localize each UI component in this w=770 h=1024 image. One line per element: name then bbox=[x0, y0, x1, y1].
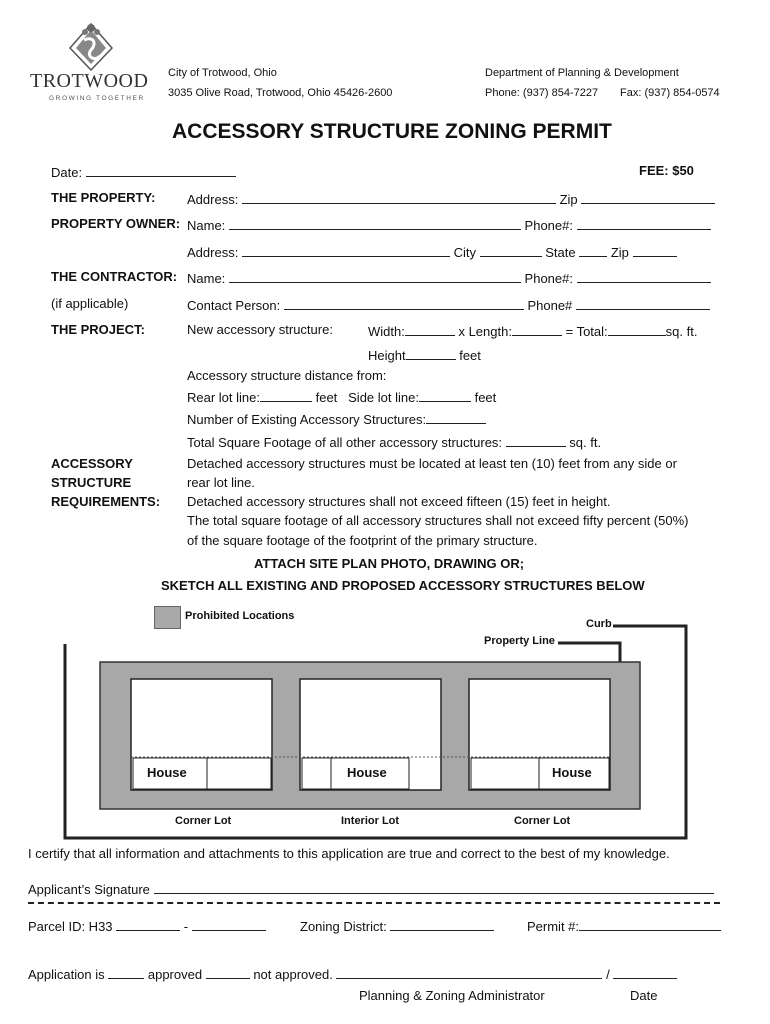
requirements-heading-2: STRUCTURE bbox=[51, 475, 132, 490]
page-title: ACCESSORY STRUCTURE ZONING PERMIT bbox=[172, 120, 612, 143]
total-label: = Total: bbox=[565, 324, 608, 339]
requirement-line-4: The total square footage of all accessory structures shall not exceed fifty percent (50%) bbox=[187, 513, 689, 528]
parcel-dash: - bbox=[183, 919, 189, 934]
signature-field[interactable] bbox=[154, 880, 714, 894]
house-label-2: House bbox=[347, 765, 387, 780]
house-label-3: House bbox=[552, 765, 592, 780]
owner-heading: PROPERTY OWNER: bbox=[51, 216, 181, 231]
administrator-label: Planning & Zoning Administrator bbox=[359, 988, 545, 1003]
contractor-phone-label: Phone#: bbox=[524, 271, 573, 286]
contractor-heading: THE CONTRACTOR: bbox=[51, 269, 178, 284]
side-label: Side lot line: bbox=[348, 390, 419, 405]
zoning-row bbox=[300, 917, 494, 934]
fee-label: FEE: $50 bbox=[639, 163, 694, 178]
requirement-line-5: of the square footage of the footprint of the primary structure. bbox=[187, 533, 538, 548]
attach-instruction-2: SKETCH ALL EXISTING AND PROPOSED ACCESSORY STRUCTURES BELOW bbox=[161, 578, 645, 593]
contractor-phone2-label: Phone# bbox=[527, 298, 573, 313]
requirement-line-2: rear lot line. bbox=[187, 475, 255, 490]
property-line-leader bbox=[558, 643, 620, 662]
requirements-heading-1: ACCESSORY bbox=[51, 456, 133, 471]
parcel-label: Parcel ID: H33 bbox=[28, 919, 113, 934]
parcel-field-2[interactable] bbox=[192, 917, 266, 931]
requirement-line-3: Detached accessory structures shall not exceed fifteen (15) feet in height. bbox=[187, 494, 611, 509]
new-structure-label: New accessory structure: bbox=[187, 322, 333, 337]
logo-tagline: GROWING TOGETHER bbox=[49, 95, 145, 102]
application-label: Application is bbox=[28, 967, 105, 982]
requirements-heading-3: REQUIREMENTS: bbox=[51, 494, 161, 509]
total-sqft-unit: sq. ft. bbox=[569, 435, 602, 450]
prohibited-legend-label: Prohibited Locations bbox=[185, 610, 295, 622]
total-sqft-label: Total Square Footage of all other accessory structures: bbox=[187, 435, 503, 450]
existing-label: Number of Existing Accessory Structures: bbox=[187, 412, 427, 427]
department-fax: Fax: (937) 854-0574 bbox=[620, 87, 720, 99]
corner-lot-label-left: Corner Lot bbox=[175, 815, 232, 827]
signature-row bbox=[28, 880, 714, 897]
approved-label: approved bbox=[147, 967, 203, 982]
house-label-1: House bbox=[147, 765, 187, 780]
owner-name-label: Name: bbox=[187, 218, 226, 233]
date-label: Date: bbox=[51, 165, 83, 180]
requirement-line-1: Detached accessory structures must be located at least ten (10) feet from any side or bbox=[187, 456, 677, 471]
approval-row bbox=[28, 965, 677, 982]
project-heading: THE PROJECT: bbox=[51, 322, 145, 337]
approval-date-field[interactable] bbox=[613, 965, 677, 979]
department-name: Department of Planning & Development bbox=[485, 67, 679, 79]
interior-lot-label: Interior Lot bbox=[341, 815, 400, 827]
attach-instruction-1: ATTACH SITE PLAN PHOTO, DRAWING OR; bbox=[254, 556, 525, 571]
property-line-label: Property Line bbox=[484, 635, 555, 647]
house-garage-3 bbox=[471, 758, 539, 789]
permit-field[interactable] bbox=[579, 917, 721, 931]
not-approved-field[interactable] bbox=[206, 965, 250, 979]
permit-row bbox=[527, 917, 721, 934]
permit-label: Permit #: bbox=[527, 919, 580, 934]
curb-label: Curb bbox=[586, 618, 612, 630]
owner-phone-label: Phone#: bbox=[524, 218, 573, 233]
zoning-field[interactable] bbox=[390, 917, 494, 931]
approved-field[interactable] bbox=[108, 965, 144, 979]
date-slash: / bbox=[606, 967, 610, 982]
parcel-row bbox=[28, 917, 266, 934]
side-unit: feet bbox=[474, 390, 497, 405]
logo-wordmark: TROTWOOD bbox=[30, 70, 149, 92]
department-phone: Phone: (937) 854-7227 bbox=[485, 87, 599, 99]
distance-label: Accessory structure distance from: bbox=[187, 368, 387, 383]
height-label: Height bbox=[368, 348, 406, 363]
property-address-label: Address: bbox=[187, 192, 239, 207]
total-unit: sq. ft. bbox=[665, 324, 698, 339]
width-label: Width: bbox=[368, 324, 405, 339]
zoning-label: Zoning District: bbox=[300, 919, 387, 934]
height-unit: feet bbox=[459, 348, 481, 363]
signature-label: Applicant’s Signature bbox=[28, 882, 150, 897]
owner-zip-label: Zip bbox=[610, 245, 629, 260]
city-address: 3035 Olive Road, Trotwood, Ohio 45426-2600 bbox=[168, 87, 393, 99]
owner-address-label: Address: bbox=[187, 245, 239, 260]
contractor-contact-label: Contact Person: bbox=[187, 298, 281, 313]
contractor-name-label: Name: bbox=[187, 271, 226, 286]
office-use-divider bbox=[28, 902, 720, 904]
property-heading: THE PROPERTY: bbox=[51, 190, 156, 205]
owner-city-label: City bbox=[453, 245, 476, 260]
city-name: City of Trotwood, Ohio bbox=[168, 67, 277, 79]
rear-unit: feet bbox=[315, 390, 338, 405]
approval-date-label: Date bbox=[630, 988, 658, 1003]
contractor-subheading: (if applicable) bbox=[51, 296, 129, 311]
house-garage-2 bbox=[302, 758, 331, 789]
parcel-field-1[interactable] bbox=[116, 917, 180, 931]
corner-lot-label-right: Corner Lot bbox=[514, 815, 571, 827]
owner-state-label: State bbox=[545, 245, 576, 260]
property-zip-label: Zip bbox=[559, 192, 578, 207]
certify-statement: I certify that all information and attachments to this application are true and correct to the best of my knowledge. bbox=[28, 846, 670, 861]
administrator-signature-field[interactable] bbox=[336, 965, 602, 979]
house-garage-1 bbox=[207, 758, 271, 789]
rear-label: Rear lot line: bbox=[187, 390, 260, 405]
not-approved-label: not approved. bbox=[253, 967, 333, 982]
length-label: x Length: bbox=[458, 324, 512, 339]
